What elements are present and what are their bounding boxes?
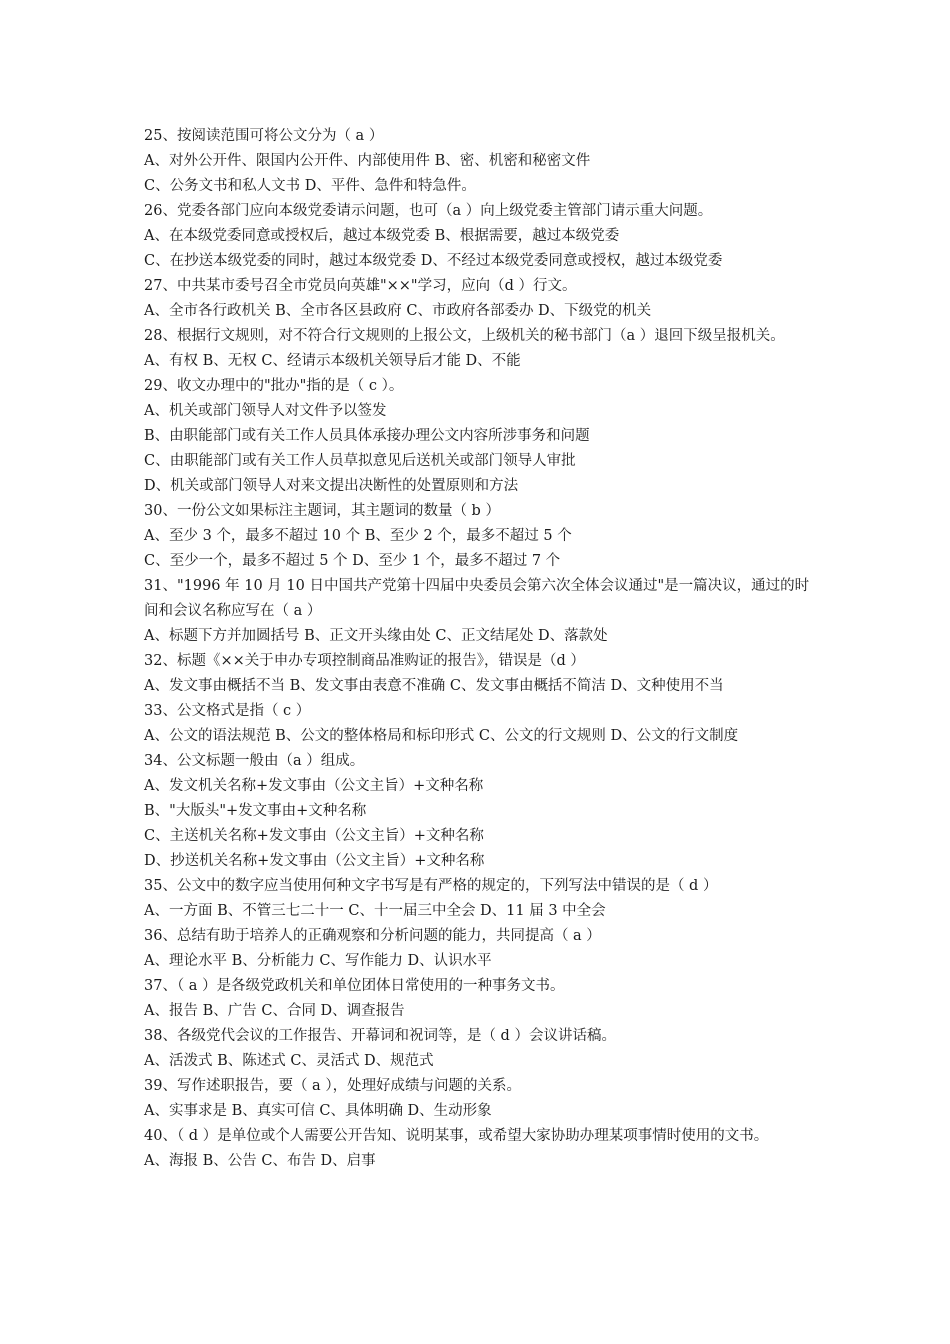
question-40: 40、（ d ）是单位或个人需要公开告知、说明某事，或希望大家协助办理某项事情时使用的文书。 bbox=[144, 1128, 769, 1144]
option-29-b: B、由职能部门或有关工作人员具体承接办理公文内容所涉事务和问题 bbox=[144, 428, 590, 444]
options-26-cd: C、在抄送本级党委的同时，越过本级党委 D、不经过本级党委同意或授权，越过本级党委 bbox=[144, 253, 723, 269]
options-38: A、活泼式 B、陈述式 C、灵活式 D、规范式 bbox=[144, 1053, 434, 1069]
options-37: A、报告 B、广告 C、合同 D、调查报告 bbox=[144, 1003, 405, 1019]
options-30-cd: C、至少一个，最多不超过 5 个 D、至少 1 个，最多不超过 7 个 bbox=[144, 553, 561, 569]
question-27: 27、中共某市委号召全市党员向英雄"××"学习，应向（d ）行文。 bbox=[144, 278, 577, 294]
question-32: 32、标题《××关于申办专项控制商品准购证的报告》，错误是（d ） bbox=[144, 653, 585, 669]
options-26-ab: A、在本级党委同意或授权后，越过本级党委 B、根据需要，越过本级党委 bbox=[144, 228, 620, 244]
options-28: A、有权 B、无权 C、经请示本级机关领导后才能 D、不能 bbox=[144, 353, 521, 369]
options-27: A、全市各行政机关 B、全市各区县政府 C、市政府各部委办 D、下级党的机关 bbox=[144, 303, 652, 319]
question-30: 30、一份公文如果标注主题词，其主题词的数量（ b ） bbox=[144, 503, 500, 519]
options-39: A、实事求是 B、真实可信 C、具体明确 D、生动形象 bbox=[144, 1103, 492, 1119]
option-34-a: A、发文机关名称+发文事由（公文主旨）+文种名称 bbox=[144, 778, 484, 794]
options-32: A、发文事由概括不当 B、发文事由表意不准确 C、发文事由概括不简洁 D、文种使用不当 bbox=[144, 678, 724, 694]
question-35: 35、公文中的数字应当使用何种文字书写是有严格的规定的，下列写法中错误的是（ d ） bbox=[144, 878, 718, 894]
question-39: 39、写作述职报告，要（ a ），处理好成绩与问题的关系。 bbox=[144, 1078, 522, 1094]
options-31: A、标题下方并加圆括号 B、正文开头缘由处 C、正文结尾处 D、落款处 bbox=[144, 628, 608, 644]
document-body bbox=[144, 124, 820, 1174]
option-34-b: B、"大版头"+发文事由+文种名称 bbox=[144, 803, 367, 819]
question-38: 38、各级党代会议的工作报告、开幕词和祝词等，是（ d ）会议讲话稿。 bbox=[144, 1028, 616, 1044]
question-37: 37、（ a ）是各级党政机关和单位团体日常使用的一种事务文书。 bbox=[144, 978, 565, 994]
options-40: A、海报 B、公告 C、布告 D、启事 bbox=[144, 1153, 376, 1169]
option-34-d: D、抄送机关名称+发文事由（公文主旨）+文种名称 bbox=[144, 853, 485, 869]
options-33: A、公文的语法规范 B、公文的整体格局和标印形式 C、公文的行文规则 D、公文的行文制度 bbox=[144, 728, 739, 744]
option-34-c: C、主送机关名称+发文事由（公文主旨）+文种名称 bbox=[144, 828, 484, 844]
question-29: 29、收文办理中的"批办"指的是（ c ）。 bbox=[144, 378, 404, 394]
options-35: A、一方面 B、不管三七二十一 C、十一届三中全会 D、11 届 3 中全会 bbox=[144, 903, 606, 919]
question-25: 25、按阅读范围可将公文分为（ a ） bbox=[144, 128, 384, 144]
options-36: A、理论水平 B、分析能力 C、写作能力 D、认识水平 bbox=[144, 953, 492, 969]
question-36: 36、总结有助于培养人的正确观察和分析问题的能力，共同提高（ a ） bbox=[144, 928, 601, 944]
question-26: 26、党委各部门应向本级党委请示问题，也可（a ）向上级党委主管部门请示重大问题。 bbox=[144, 203, 713, 219]
question-33: 33、公文格式是指（ c ） bbox=[144, 703, 311, 719]
question-31: 31、"1996 年 10 月 10 日中国共产党第十四届中央委员会第六次全体会议通过"是一篇决议，通过的时间和会议名称应写在（ a ） bbox=[144, 578, 810, 619]
options-25-ab: A、对外公开件、限国内公开件、内部使用件 B、密、机密和秘密文件 bbox=[144, 153, 591, 169]
options-30-ab: A、至少 3 个，最多不超过 10 个 B、至少 2 个，最多不超过 5 个 bbox=[144, 528, 572, 544]
question-28: 28、根据行文规则，对不符合行文规则的上报公文，上级机关的秘书部门（a ）退回下级呈报机关。 bbox=[144, 328, 785, 344]
options-25-cd: C、公务文书和私人文书 D、平件、急件和特急件。 bbox=[144, 178, 476, 194]
option-29-d: D、机关或部门领导人对来文提出决断性的处置原则和方法 bbox=[144, 478, 519, 494]
question-34: 34、公文标题一般由（a ）组成。 bbox=[144, 753, 365, 769]
option-29-a: A、机关或部门领导人对文件予以签发 bbox=[144, 403, 387, 419]
option-29-c: C、由职能部门或有关工作人员草拟意见后送机关或部门领导人审批 bbox=[144, 453, 576, 469]
